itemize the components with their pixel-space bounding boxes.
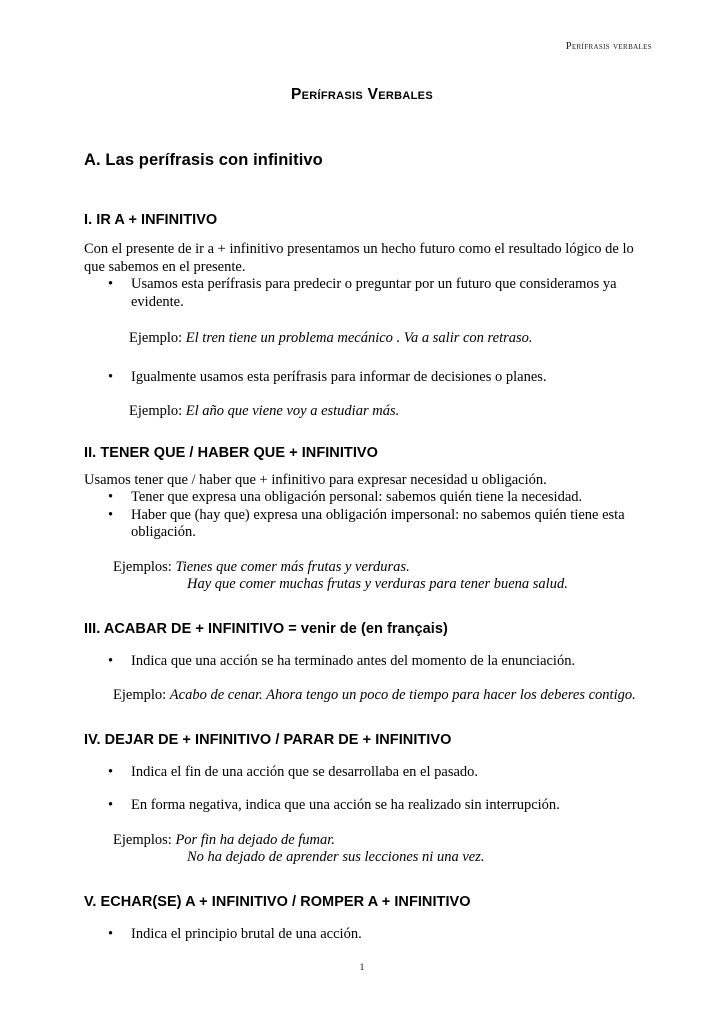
list-item-text: Usamos esta perífrasis para predecir o preguntar por un futuro que consideramos ya evidente. (131, 276, 617, 310)
section-4-bullet-list (84, 764, 640, 815)
examples-row-1 (113, 832, 640, 850)
list-item (84, 926, 640, 944)
example-label: Ejemplo: (129, 330, 183, 346)
section-1-example-1 (84, 311, 640, 348)
examples-row-2 (113, 849, 640, 867)
section-heading-5: V. ECHAR(SE) A + INFINITIVO / ROMPER A + INFINITIVO (84, 893, 471, 910)
section-3-example-1 (84, 670, 640, 705)
bullet-icon: • (108, 489, 114, 505)
example-text: El tren tiene un problema mecánico . Va a salir con retraso. (185, 330, 533, 346)
examples-label: Ejemplos: (113, 831, 172, 848)
section-2-lead-paragraph: Usamos tener que / haber que + infinitivo para expresar necesidad u obligación. (84, 471, 547, 488)
section-3-bullet-list (84, 653, 640, 671)
examples-label: Ejemplos: (113, 558, 172, 575)
list-item (84, 489, 640, 507)
example-label: Ejemplo: (113, 687, 167, 703)
bullet-icon: • (108, 506, 114, 523)
document-content (84, 0, 640, 943)
example-text: Acabo de cenar. Ahora tengo un poco de tiempo para hacer los deberes contigo. (169, 687, 636, 703)
list-item (84, 369, 640, 387)
section-1-bullet-list-a (84, 276, 640, 311)
list-item (84, 797, 640, 815)
section-heading-1: I. IR A + INFINITIVO (84, 212, 218, 228)
list-item (84, 653, 640, 671)
example-text: Por fin ha dejado de fumar. (175, 831, 335, 848)
page-title: Perífrasis Verbales (291, 86, 433, 103)
list-item-text: Igualmente usamos esta perífrasis para informar de decisiones o planes. (131, 368, 547, 385)
examples-row-1 (113, 559, 640, 577)
example-text: Hay que comer muchas frutas y verduras para tener buena salud. (187, 576, 568, 592)
section-5-bullet-list (84, 926, 640, 944)
example-text: No ha dejado de aprender sus lecciones ni una vez. (187, 849, 485, 865)
section-1-lead-paragraph: Con el presente de ir a + infinitivo presentamos un hecho futuro como el resultado lógico de lo que sabemos en el presente. (84, 241, 634, 275)
section-1-bullet-list-b (84, 369, 640, 387)
example-text: Tienes que comer más frutas y verduras. (175, 558, 410, 575)
bullet-icon: • (108, 925, 114, 942)
section-heading-4: IV. DEJAR DE + INFINITIVO / PARAR DE + INFINITIVO (84, 731, 452, 748)
list-item (84, 764, 640, 782)
bullet-icon: • (108, 368, 114, 385)
bullet-icon: • (108, 276, 114, 292)
section-heading-2: II. TENER QUE / HABER QUE + INFINITIVO (84, 444, 378, 461)
section-2-bullet-list (84, 489, 640, 542)
example-text: El año que viene voy a estudiar más. (185, 403, 400, 419)
bullet-icon: • (108, 652, 114, 669)
examples-row-2 (113, 576, 640, 594)
list-item (84, 507, 640, 542)
bullet-icon: • (108, 797, 114, 813)
list-item-text: Haber que (hay que) expresa una obligación impersonal: no sabemos quién tiene esta obligación. (131, 506, 625, 540)
section-2-examples-block (84, 542, 640, 594)
example-label: Ejemplo: (129, 403, 183, 419)
section-heading-3: III. ACABAR DE + INFINITIVO = venir de (en français) (84, 620, 448, 637)
list-item-text: Indica el fin de una acción que se desarrollaba en el pasado. (131, 763, 479, 780)
page-number: 1 (359, 962, 365, 972)
part-a-heading: A. Las perífrasis con infinitivo (84, 151, 323, 169)
section-1-example-2 (84, 386, 640, 421)
section-4-examples-block (84, 815, 640, 867)
bullet-icon: • (108, 763, 114, 780)
list-item (84, 276, 640, 311)
list-item-text: Tener que expresa una obligación personal: sabemos quién tiene la necesidad. (131, 489, 583, 505)
running-header: Perífrasis verbales (565, 41, 652, 52)
list-item-text: Indica que una acción se ha terminado antes del momento de la enunciación. (131, 652, 576, 669)
list-item-text: Indica el principio brutal de una acción. (131, 925, 362, 942)
list-item-text: En forma negativa, indica que una acción se ha realizado sin interrupción. (131, 797, 560, 813)
